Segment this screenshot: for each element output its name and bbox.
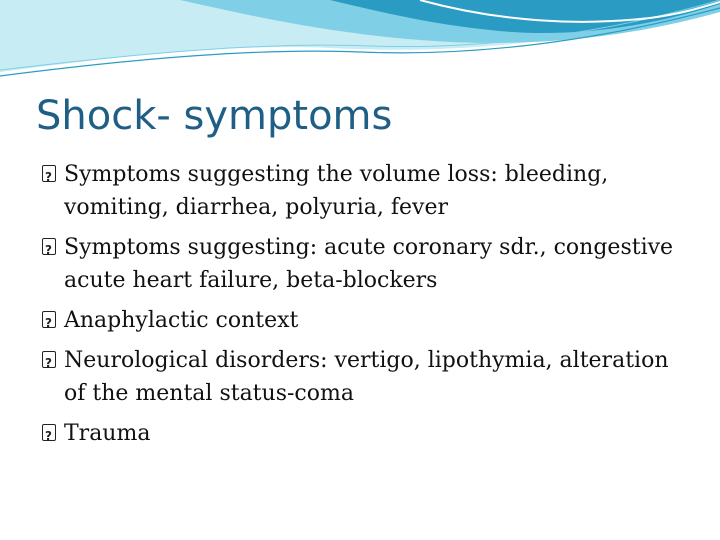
list-item — [40, 417, 680, 450]
bullet-list — [40, 158, 680, 457]
slide-title: Shock- symptoms — [36, 93, 393, 139]
missing-glyph-icon — [40, 304, 64, 337]
list-item — [40, 304, 680, 337]
missing-glyph-icon — [40, 231, 64, 264]
missing-glyph-icon — [40, 417, 64, 450]
bullet-text: Trauma — [64, 421, 151, 446]
bullet-text: Symptoms suggesting the volume loss: bleeding, vomiting, diarrhea, polyuria, fever — [64, 162, 609, 220]
bullet-text: Symptoms suggesting: acute coronary sdr., congestive acute heart failure, beta-blockers — [64, 235, 674, 293]
wave-header-decoration — [0, 0, 720, 100]
missing-glyph-icon — [40, 344, 64, 377]
list-item — [40, 158, 680, 224]
bullet-text: Anaphylactic context — [64, 308, 299, 333]
list-item — [40, 344, 680, 410]
missing-glyph-icon — [40, 158, 64, 191]
list-item — [40, 231, 680, 297]
bullet-text: Neurological disorders: vertigo, lipothymia, alteration of the mental status-coma — [64, 348, 669, 406]
